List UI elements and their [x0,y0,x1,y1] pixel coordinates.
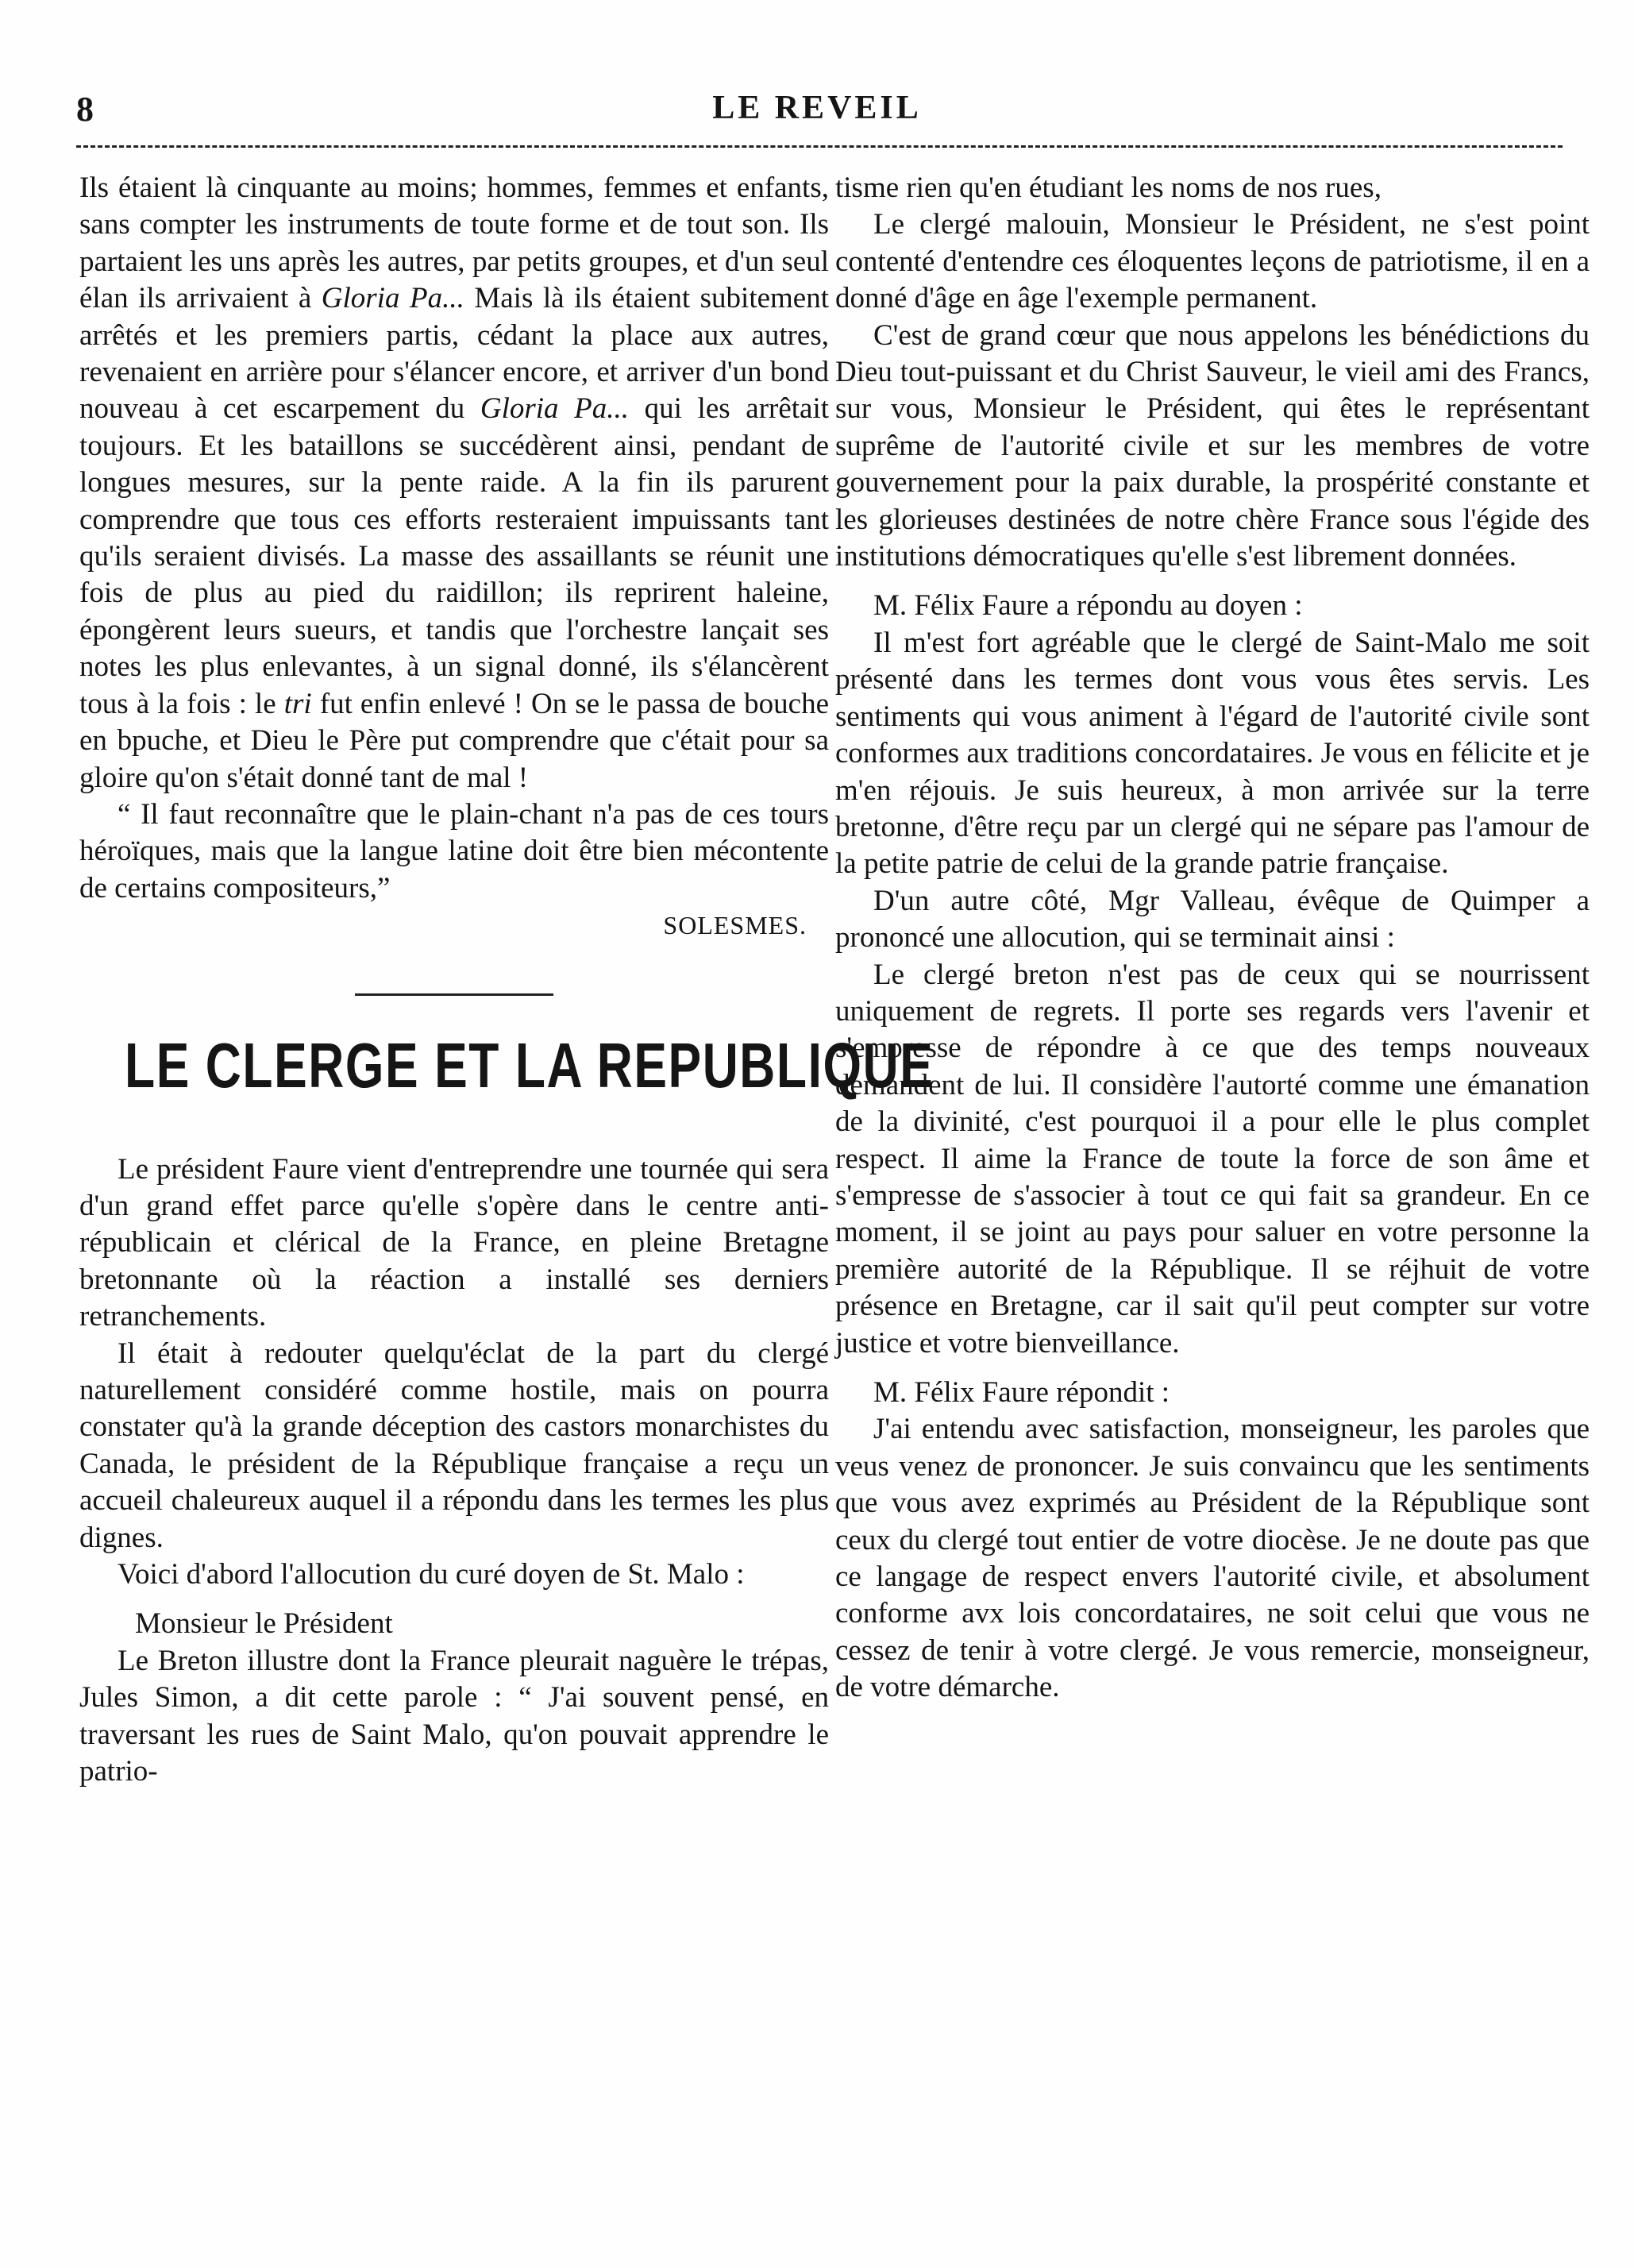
paragraph: tisme rien qu'en étudiant les noms de nos rues, [835,172,1382,204]
emphasis: Gloria Pa... [321,282,464,315]
page-number: 8 [76,90,94,129]
emphasis: tri [283,687,312,720]
paragraph: M. Félix Faure répondit : [873,1376,1170,1409]
paragraph: Ils étaient là cinquante au moins; hommes, femmes et enfants, sans compter les instruments de toute forme et de tout son. Ils partaient les uns après les autres, par petits groupes, et d'un seul élan ils arrivaient à Gloria Pa... Mais là ils étaient subitement arrêtés et les premiers partis, cédant la place aux autres, revenaient en arrière pour s'élancer encore, et arriver d'un bond nouveau à cet escarpement du Gloria Pa... qui les arrêtait toujours. Et les bataillons se succédèrent ainsi, pendant de longues mesures, sur la pente raide. A la fin ils parurent comprendre que tous ces efforts resteraient impuissants tant qu'ils seraient divisés. La masse des assaillants se réunit une fois de plus au pied du raidillon; ils reprirent haleine, épongèrent leurs sueurs, et tandis que l'orchestre lançait ses notes les plus enlevantes, à un signal donné, ils s'élancèrent tous à la fois : le tri fut enfin enlevé ! On se le passa de bouche en bpuche, et Dieu le Père put comprendre que c'était pour sa gloire qu'on s'était donné tant de mal ! [79,172,830,794]
paragraph: Il m'est fort agréable que le clergé de Saint-Malo me soit présenté dans les termes dont vous vous êtes servis. Les sentiments qui vous animent à l'égard de l'autorité civile sont conformes aux traditions concordataires. Je vous en félicite et je m'en réjouis. Je suis heureux, à mon arrivée sur la terre bretonne, d'être reçu par un clergé qui ne sépare pas l'amour de la petite patrie de celui de la grande patrie française. [835,626,1590,881]
paragraph: “ Il faut reconnaître que le plain-chant n'a pas de ces tours héroïques, mais que la langue latine doit être bien mécontente de certains compositeurs,” [79,797,829,904]
paragraph: Le clergé malouin, Monsieur le Président, ne s'est point contenté d'entendre ces éloquentes leçons de patriotisme, il en a donné d'âge en âge l'exemple permanent. [835,208,1590,315]
paragraph: Le clergé breton n'est pas de ceux qui se nourrissent uniquement de regrets. Il porte ses regards vers l'avenir et s'empresse de répondre à ce que des temps nouveaux demandent de lui. Il considère l'autorté comme une émanation de la divinité, c'est pourquoi il a pour elle le plus complet respect. Il aime la France de toute la force de son âme et s'empresse de s'associer à tout ce qui fait sa grandeur. En ce moment, il se joint au pays pour saluer en votre personne la première autorité de la République. Il se réjhuit de votre présence en Bretagne, car il sait qu'il peut compter sur votre justice et votre bienveillance. [835,958,1590,1360]
paragraph: Voici d'abord l'allocution du curé doyen de St. Malo : [118,1558,745,1591]
paragraph: D'un autre côté, Mgr Valleau, évêque de Quimper a prononcé une allocution, qui se terminait ainsi : [835,884,1590,955]
section-divider [355,993,553,996]
running-title: LE REVEIL [712,90,922,126]
salutation: Monsieur le Président [135,1607,393,1641]
header-rule [76,145,1563,148]
emphasis: Gloria Pa... [480,392,630,426]
paragraph: C'est de grand cœur que nous appelons les bénédictions du Dieu tout-puissant et du Christ Sauveur, le vieil ami des Francs, sur vous, Monsieur le Président, qui êtes le représentant suprême de l'autorité civile et sur les membres de votre gouvernement pour la paix durable, la prospérité constante et les glorieuses destinées de notre chère France sous l'égide des institutions démocratiques qu'elle s'est librement données. [835,318,1590,573]
paragraph: Le président Faure vient d'entreprendre une tournée qui sera d'un grand effet parce qu'elle s'opère dans le centre anti-républicain et clérical de la France, en pleine Bretagne bretonnante où la réaction a installé ses derniers retranchements. [79,1152,829,1333]
right-column [835,170,1590,1707]
paragraph: J'ai entendu avec satisfaction, monseigneur, les paroles que veus venez de prononcer. Je suis convaincu que les sentiments que vous avez exprimés au Président de la République sont ceux du clergé tout entier de votre diocèse. Je ne doute pas que ce langage de respect envers l'autorité civile, et absolument conforme avx lois concordataires, ne soit celui que vous ne cessez de tenir à votre clergé. Je vous remercie, monseigneur, de votre démarche. [835,1413,1590,1704]
article-headline: LE CLERGE ET LA REPUBLIQUE [125,1029,935,1101]
paragraph: Le Breton illustre dont la France pleurait naguère le trépas, Jules Simon, a dit cette parole : “ J'ai souvent pensé, en traversant les rues de Saint Malo, qu'on pouvait apprendre le patrio- [79,1644,829,1788]
paragraph: M. Félix Faure a répondu au doyen : [873,589,1303,623]
left-column [79,170,935,1790]
signature: SOLESMES. [663,911,807,940]
paragraph: Il était à redouter quelqu'éclat de la part du clergé naturellement considéré comme hostile, mais on pourra constater qu'à la grande déception des castors monarchistes du Canada, le président de la République française a reçu un accueil chaleureux auquel il a répondu dans les termes les plus dignes. [79,1336,829,1554]
